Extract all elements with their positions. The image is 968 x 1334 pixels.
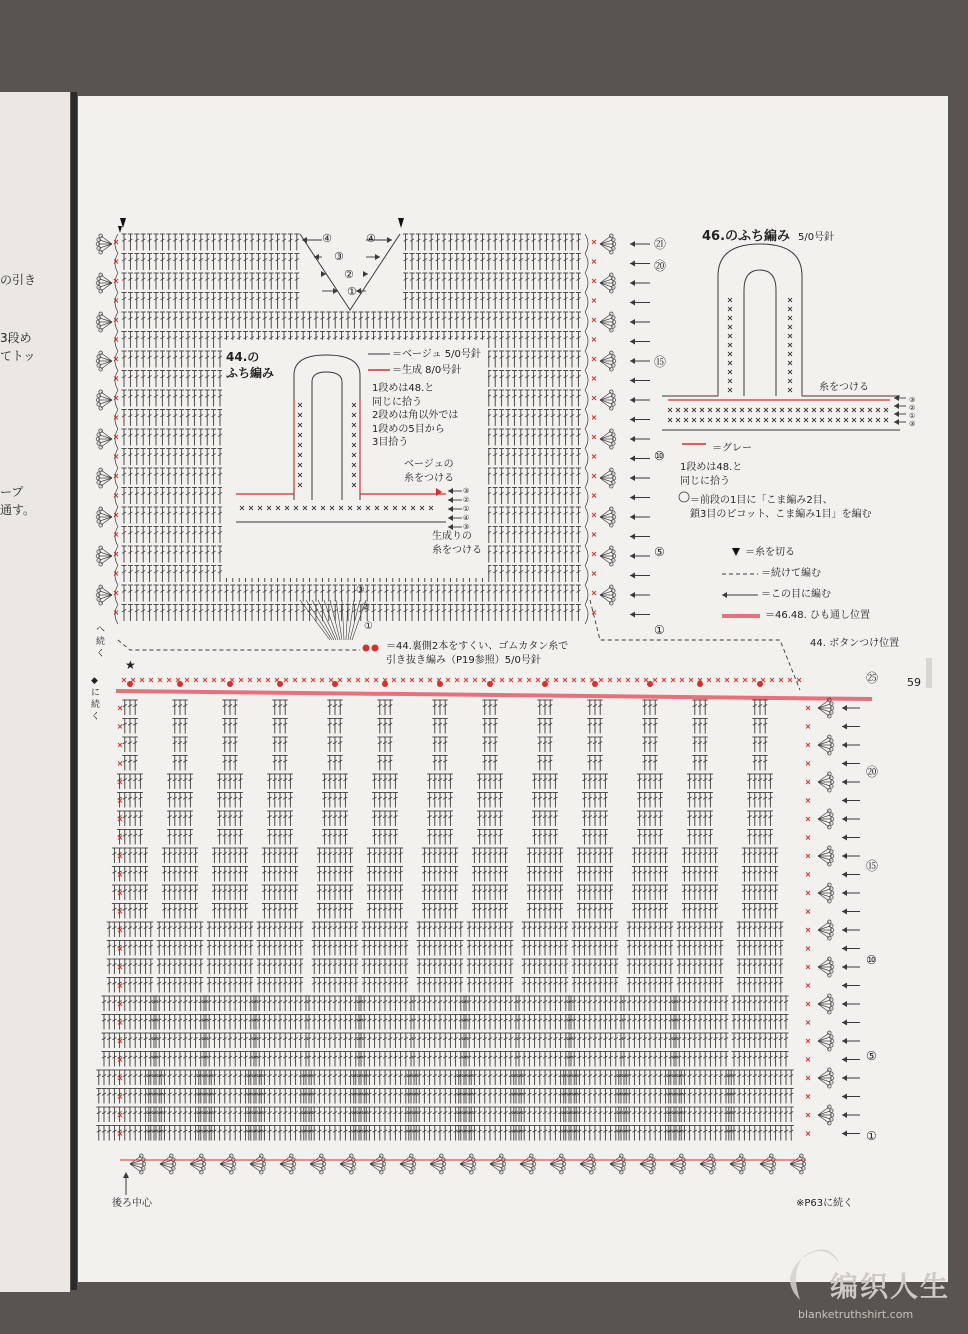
- page-tab: [926, 658, 932, 688]
- cord-dot: [127, 681, 133, 687]
- paper-sheet: [78, 96, 948, 1282]
